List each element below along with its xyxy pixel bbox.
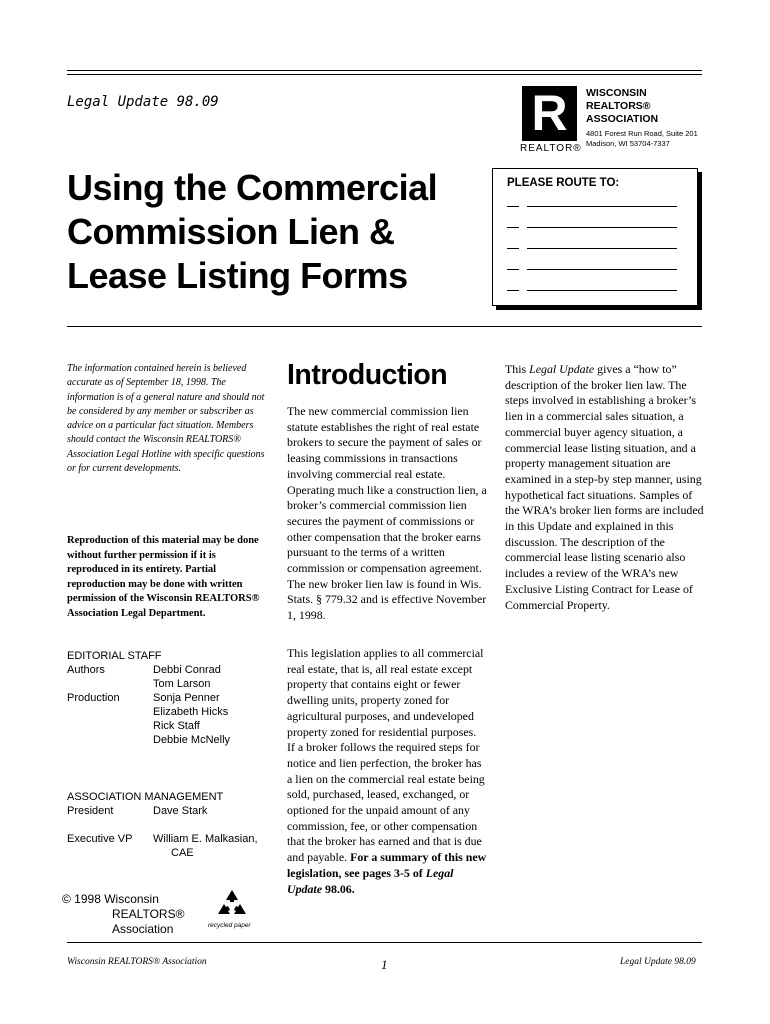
production-label: Production xyxy=(67,692,120,704)
intro-paragraph: The new commercial commission lien statute establishes the right of real estate brokers to secure the payment of sales or leasing commissions in transactions involving commercial real estate. Operating much like a construction lien, a broker’s commercial commission lien secures the payment of commissions or other compensation that the broker earns pursuant to the terms of a written commission or compensation agreement. The new broker lien law is found in Wis. Stats. § 779.32 and is effective November 1, 1998. xyxy=(287,404,487,623)
org-address: 4801 Forest Run Road, Suite 201 Madison, WI 53704-7337 xyxy=(586,129,698,148)
howto-paragraph: This Legal Update gives a “how to” description of the broker lien law. The steps involved in establishing a broker’s lien in a commercial sales situation, a commercial buyer agency situation, a commercial lease listing situation, and a property management situation are examined in a step-by step manner, using hypothetical fact situations. Samples of the WRA’s broker lien forms are included in this Update and explained in this discussion. The description of the commercial lease listing scenario also includes a review of the WRA’s new Exclusive Listing Contract for Lease of Commercial Property. xyxy=(505,362,704,612)
president-name: Dave Stark xyxy=(153,805,208,817)
page-number: 1 xyxy=(381,957,388,972)
authors-label: Authors xyxy=(67,664,105,676)
header-double-rule xyxy=(67,70,702,75)
realtor-logo-letter: R xyxy=(531,85,568,141)
author-name: Debbi Conrad xyxy=(153,664,221,676)
route-line xyxy=(507,263,677,271)
footer-org: Wisconsin REALTORS® Association xyxy=(67,957,207,967)
reproduction-notice: Reproduction of this material may be done without further permission if it is reproduced in its entirety. Partial reproduction may be done with written permission of the Wisconsin REALTORS® Association Legal Department. xyxy=(67,535,260,619)
president-label: President xyxy=(67,805,114,817)
footer-rule xyxy=(67,942,702,943)
org-name: WISCONSIN REALTORS® ASSOCIATION xyxy=(586,87,659,125)
evp-label: Executive VP xyxy=(67,833,133,845)
production-name: Elizabeth Hicks xyxy=(153,706,229,718)
route-line xyxy=(507,284,677,292)
route-line xyxy=(507,242,677,250)
route-line xyxy=(507,200,677,208)
production-name: Sonja Penner xyxy=(153,692,220,704)
production-name: Debbie McNelly xyxy=(153,734,231,746)
management-label: ASSOCIATION MANAGEMENT xyxy=(67,791,224,803)
route-line xyxy=(507,221,677,229)
legislation-paragraph: This legislation applies to all commercial real estate, that is, all real estate except property that contains eight or fewer dwelling units, property zoned for agricultural purposes, and undeveloped property zoned for residential purposes. If a broker follows the required steps for notice and lien perfection, the broker has a lien on the commercial real estate being sold, purchased, leased, exchanged, or optioned for the unpaid amount of any commission, fee, or other compensation that the broker has earned and that is due and payable. For a summary of this new legislation, see pages 3-5 of Legal Update 98.06. xyxy=(287,646,487,896)
evp-name: William E. Malkasian, xyxy=(153,833,258,845)
footer-legal-update: Legal Update 98.09 xyxy=(620,957,696,967)
legal-update-label: Legal Update 98.09 xyxy=(67,94,219,110)
author-name: Tom Larson xyxy=(153,678,211,690)
route-title: PLEASE ROUTE TO: xyxy=(507,177,620,189)
page-title: Using the Commercial Commission Lien & Lease Listing Forms xyxy=(67,167,438,296)
recycled-paper-label: recycled paper xyxy=(208,922,251,929)
editorial-staff-label: EDITORIAL STAFF xyxy=(67,650,162,662)
intro-heading: Introduction xyxy=(287,359,448,391)
production-name: Rick Staff xyxy=(153,720,200,732)
recycle-icon xyxy=(216,888,248,920)
realtor-wordmark: REALTOR® xyxy=(520,143,582,154)
section-divider xyxy=(67,326,702,327)
evp-name-suffix: CAE xyxy=(171,847,194,859)
disclaimer-text: The information contained herein is believed accurate as of September 18, 1998. The information is of a general nature and should not be considered by any member or subscriber as advice on a particular fact situation. Members should contact the Wisconsin REALTORS® Association Legal Hotline with specific questions or for current developments. xyxy=(67,363,265,475)
